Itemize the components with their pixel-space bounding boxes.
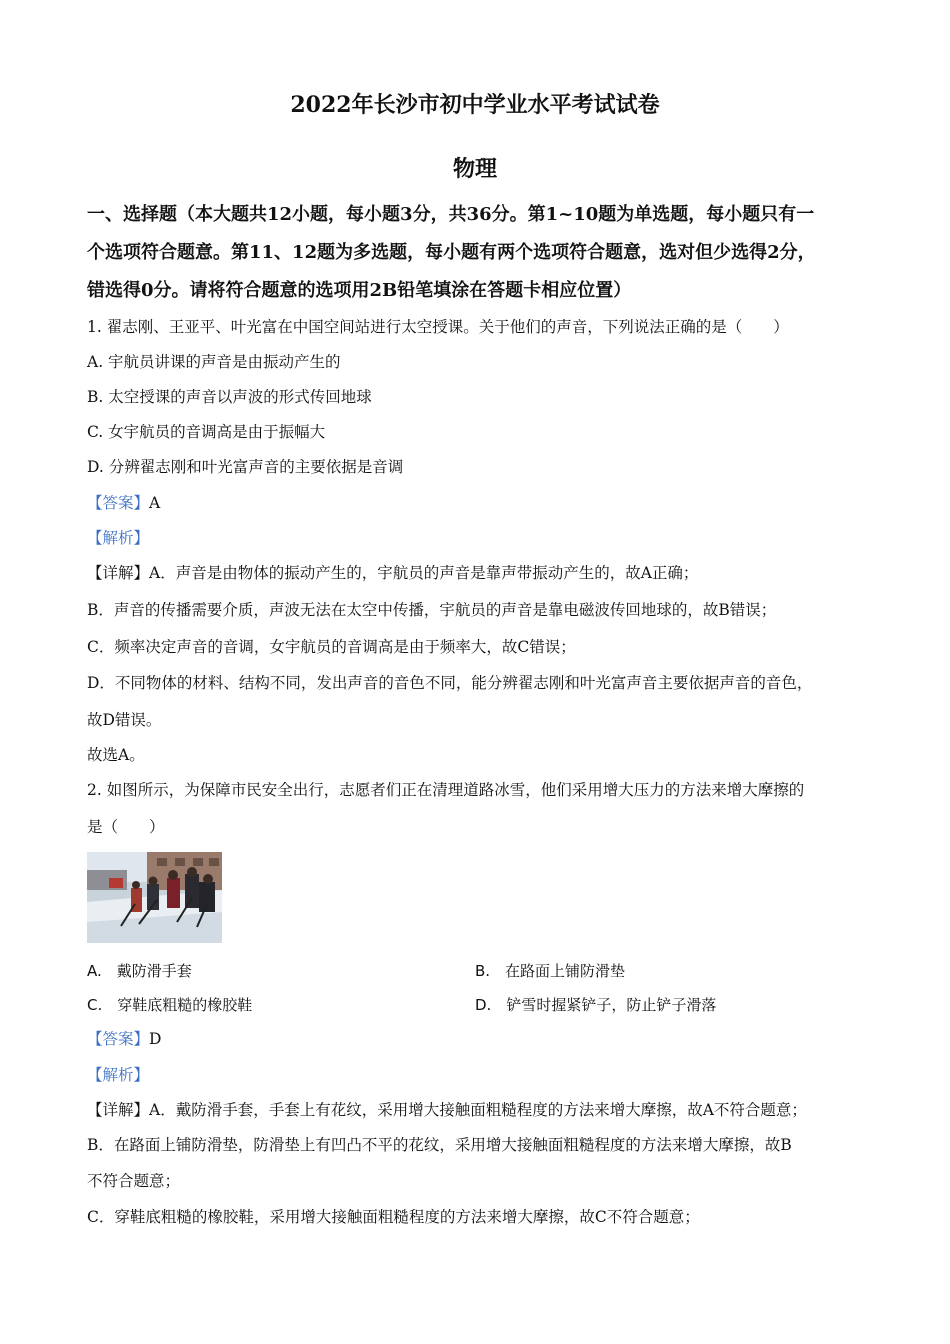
- q1-option-a: A. 宇航员讲课的声音是由振动产生的: [87, 353, 341, 371]
- q1-detail-a: [87, 562, 698, 584]
- q2-stem-line2: 是（ ）: [87, 818, 165, 836]
- q1-detail-b: B．声音的传播需要介质，声波无法在太空中传播，宇航员的声音是靠电磁波传回地球的，故B错误；: [87, 601, 777, 619]
- q1-stem: 1. 翟志刚、王亚平、叶光富在中国空间站进行太空授课。关于他们的声音，下列说法正确的是（ ）: [87, 318, 789, 336]
- exam-title: 2022年长沙市初中学业水平考试试卷: [290, 92, 660, 118]
- q1-answer: [87, 492, 160, 514]
- q2-option-c: C. 穿鞋底粗糙的橡胶鞋: [87, 996, 253, 1014]
- answer-tag: 【答案】: [87, 494, 150, 512]
- q2-answer-value: D: [149, 1030, 162, 1048]
- q2-answer: [87, 1028, 161, 1050]
- detail-tag: 【详解】: [87, 564, 150, 582]
- snow-clearing-photo: [87, 852, 222, 943]
- q2-option-b: B. 在路面上铺防滑垫: [475, 962, 626, 980]
- detail-tag: 【详解】: [87, 1101, 150, 1119]
- q2-stem-line1: 2. 如图所示，为保障市民安全出行，志愿者们正在清理道路冰雪，他们采用增大压力的方法来增大摩擦的: [87, 781, 805, 799]
- q2-detail-c: C．穿鞋底粗糙的橡胶鞋，采用增大接触面粗糙程度的方法来增大摩擦，故C不符合题意；: [87, 1208, 700, 1226]
- q2-analysis-tag: 【解析】: [87, 1066, 150, 1084]
- q2-option-d: D. 铲雪时握紧铲子，防止铲子滑落: [475, 996, 717, 1014]
- q2-detail-b-line2: 不符合题意；: [87, 1172, 181, 1190]
- subject-title: 物理: [452, 156, 497, 182]
- q2-detail-a: [87, 1099, 807, 1121]
- q1-option-d: D. 分辨翟志刚和叶光富声音的主要依据是音调: [87, 458, 404, 476]
- section-instructions-line3: 错选得0分。请将符合题意的选项用2B铅笔填涂在答题卡相应位置）: [87, 280, 632, 301]
- q2-detail-a-text: A．戴防滑手套，手套上有花纹，采用增大接触面粗糙程度的方法来增大摩擦，故A不符合题意；: [149, 1101, 807, 1119]
- section-instructions-line1: 一、选择题（本大题共12小题，每小题3分，共36分。第1~10题为单选题，每小题只有一: [87, 204, 815, 225]
- q1-detail-d-line1: D．不同物体的材料、结构不同，发出声音的音色不同，能分辨翟志刚和叶光富声音主要依据声音的音色，: [87, 674, 813, 692]
- q1-option-c: C. 女宇航员的音调高是由于振幅大: [87, 423, 326, 441]
- q1-option-b: B. 太空授课的声音以声波的形式传回地球: [87, 388, 372, 406]
- q1-conclusion: 故选A。: [87, 746, 145, 764]
- q1-answer-value: A: [149, 494, 161, 512]
- q2-detail-b-line1: B．在路面上铺防滑垫，防滑垫上有凹凸不平的花纹，采用增大接触面粗糙程度的方法来增大摩擦，故B: [87, 1136, 792, 1154]
- q1-detail-a-text: A．声音是由物体的振动产生的，宇航员的声音是靠声带振动产生的，故A正确；: [149, 564, 699, 582]
- q2-option-a: A. 戴防滑手套: [87, 962, 192, 980]
- q1-detail-c: C．频率决定声音的音调，女宇航员的音调高是由于频率大，故C错误；: [87, 638, 576, 656]
- q1-detail-d-line2: 故D错误。: [87, 711, 162, 729]
- answer-tag: 【答案】: [87, 1030, 150, 1048]
- section-instructions-line2: 个选项符合题意。第11、12题为多选题，每小题有两个选项符合题意，选对但少选得2分，: [87, 242, 816, 263]
- q1-analysis-tag: 【解析】: [87, 529, 150, 547]
